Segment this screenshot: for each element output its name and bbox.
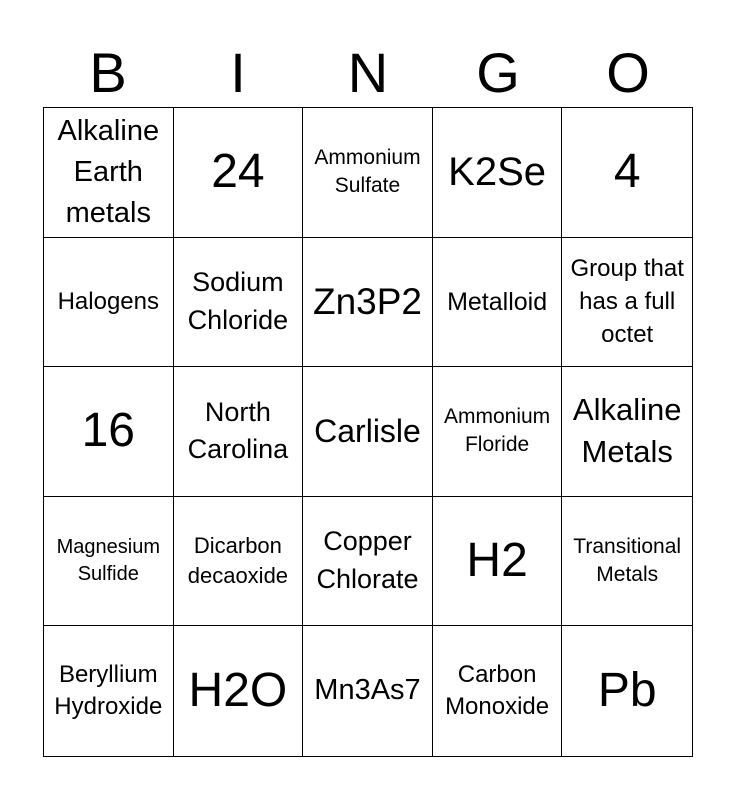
cell-label: Ammonium Sulfate	[314, 145, 421, 198]
header-letter-b: B	[89, 41, 127, 104]
cell-label: Carlisle	[314, 412, 421, 449]
header-letter-i: I	[230, 41, 246, 104]
cell-label: K2Se	[448, 150, 547, 195]
cell-label: Group that has a full octet	[570, 255, 684, 349]
bingo-cell-r2-c3[interactable]	[303, 238, 433, 368]
cell-label: Magnesium Sulfide	[56, 535, 160, 586]
cell-label: North Carolina	[187, 396, 289, 465]
bingo-cell-r4-c1[interactable]	[44, 497, 174, 627]
cell-label: H2O	[188, 663, 288, 717]
bingo-cell-r3-c2[interactable]	[174, 367, 304, 497]
bingo-cell-r4-c4[interactable]	[433, 497, 563, 627]
cell-label: Alkaline Earth metals	[57, 115, 160, 229]
cell-label: Ammonium Floride	[443, 404, 551, 457]
bingo-cell-r2-c4[interactable]	[433, 238, 563, 368]
bingo-cell-r3-c1[interactable]	[44, 367, 174, 497]
cell-label: 16	[81, 404, 135, 458]
bingo-cell-r1-c5[interactable]	[562, 108, 692, 238]
cell-label: 4	[613, 144, 641, 198]
bingo-cell-r4-c3[interactable]	[303, 497, 433, 627]
header-letter-g: G	[476, 41, 520, 104]
cell-label: Alkaline Metals	[572, 392, 682, 470]
cell-label: Dicarbon decaoxide	[187, 533, 289, 589]
bingo-cell-r1-c4[interactable]	[433, 108, 563, 238]
cell-label: H2	[466, 533, 528, 587]
bingo-cell-r2-c5[interactable]	[562, 238, 692, 368]
header-letter-o: O	[606, 41, 650, 104]
header-letter-n: N	[347, 41, 389, 104]
bingo-cell-r1-c2[interactable]	[174, 108, 304, 238]
bingo-cell-r5-c2[interactable]	[174, 626, 304, 756]
bingo-cell-r5-c3[interactable]	[303, 626, 433, 756]
cell-label: Transitional Metals	[573, 534, 682, 587]
bingo-cell-r3-c4[interactable]	[433, 367, 563, 497]
cell-label: Pb	[597, 663, 657, 717]
cell-label: Sodium Chloride	[187, 267, 289, 335]
bingo-cell-r4-c2[interactable]	[174, 497, 304, 627]
bingo-cell-r5-c4[interactable]	[433, 626, 563, 756]
cell-label: Mn3As7	[314, 674, 421, 707]
bingo-cell-r3-c5[interactable]	[562, 367, 692, 497]
bingo-board	[43, 107, 693, 757]
bingo-cell-r1-c3[interactable]	[303, 108, 433, 238]
bingo-cell-r1-c1[interactable]	[44, 108, 174, 238]
bingo-header	[43, 38, 693, 108]
bingo-cell-r2-c1[interactable]	[44, 238, 174, 368]
bingo-cell-r5-c1[interactable]	[44, 626, 174, 756]
cell-label: Carbon Monoxide	[445, 660, 550, 721]
bingo-cell-r3-c3[interactable]	[303, 367, 433, 497]
bingo-cell-r4-c5[interactable]	[562, 497, 692, 627]
cell-label: Zn3P2	[312, 280, 422, 322]
cell-label: Halogens	[57, 287, 159, 315]
cell-label: 24	[211, 144, 265, 198]
bingo-cell-r5-c5[interactable]	[562, 626, 692, 756]
cell-label: Copper Chlorate	[316, 526, 419, 595]
cell-label: Metalloid	[447, 287, 548, 316]
bingo-cell-r2-c2[interactable]	[174, 238, 304, 368]
cell-label: Beryllium Hydroxide	[54, 660, 163, 721]
